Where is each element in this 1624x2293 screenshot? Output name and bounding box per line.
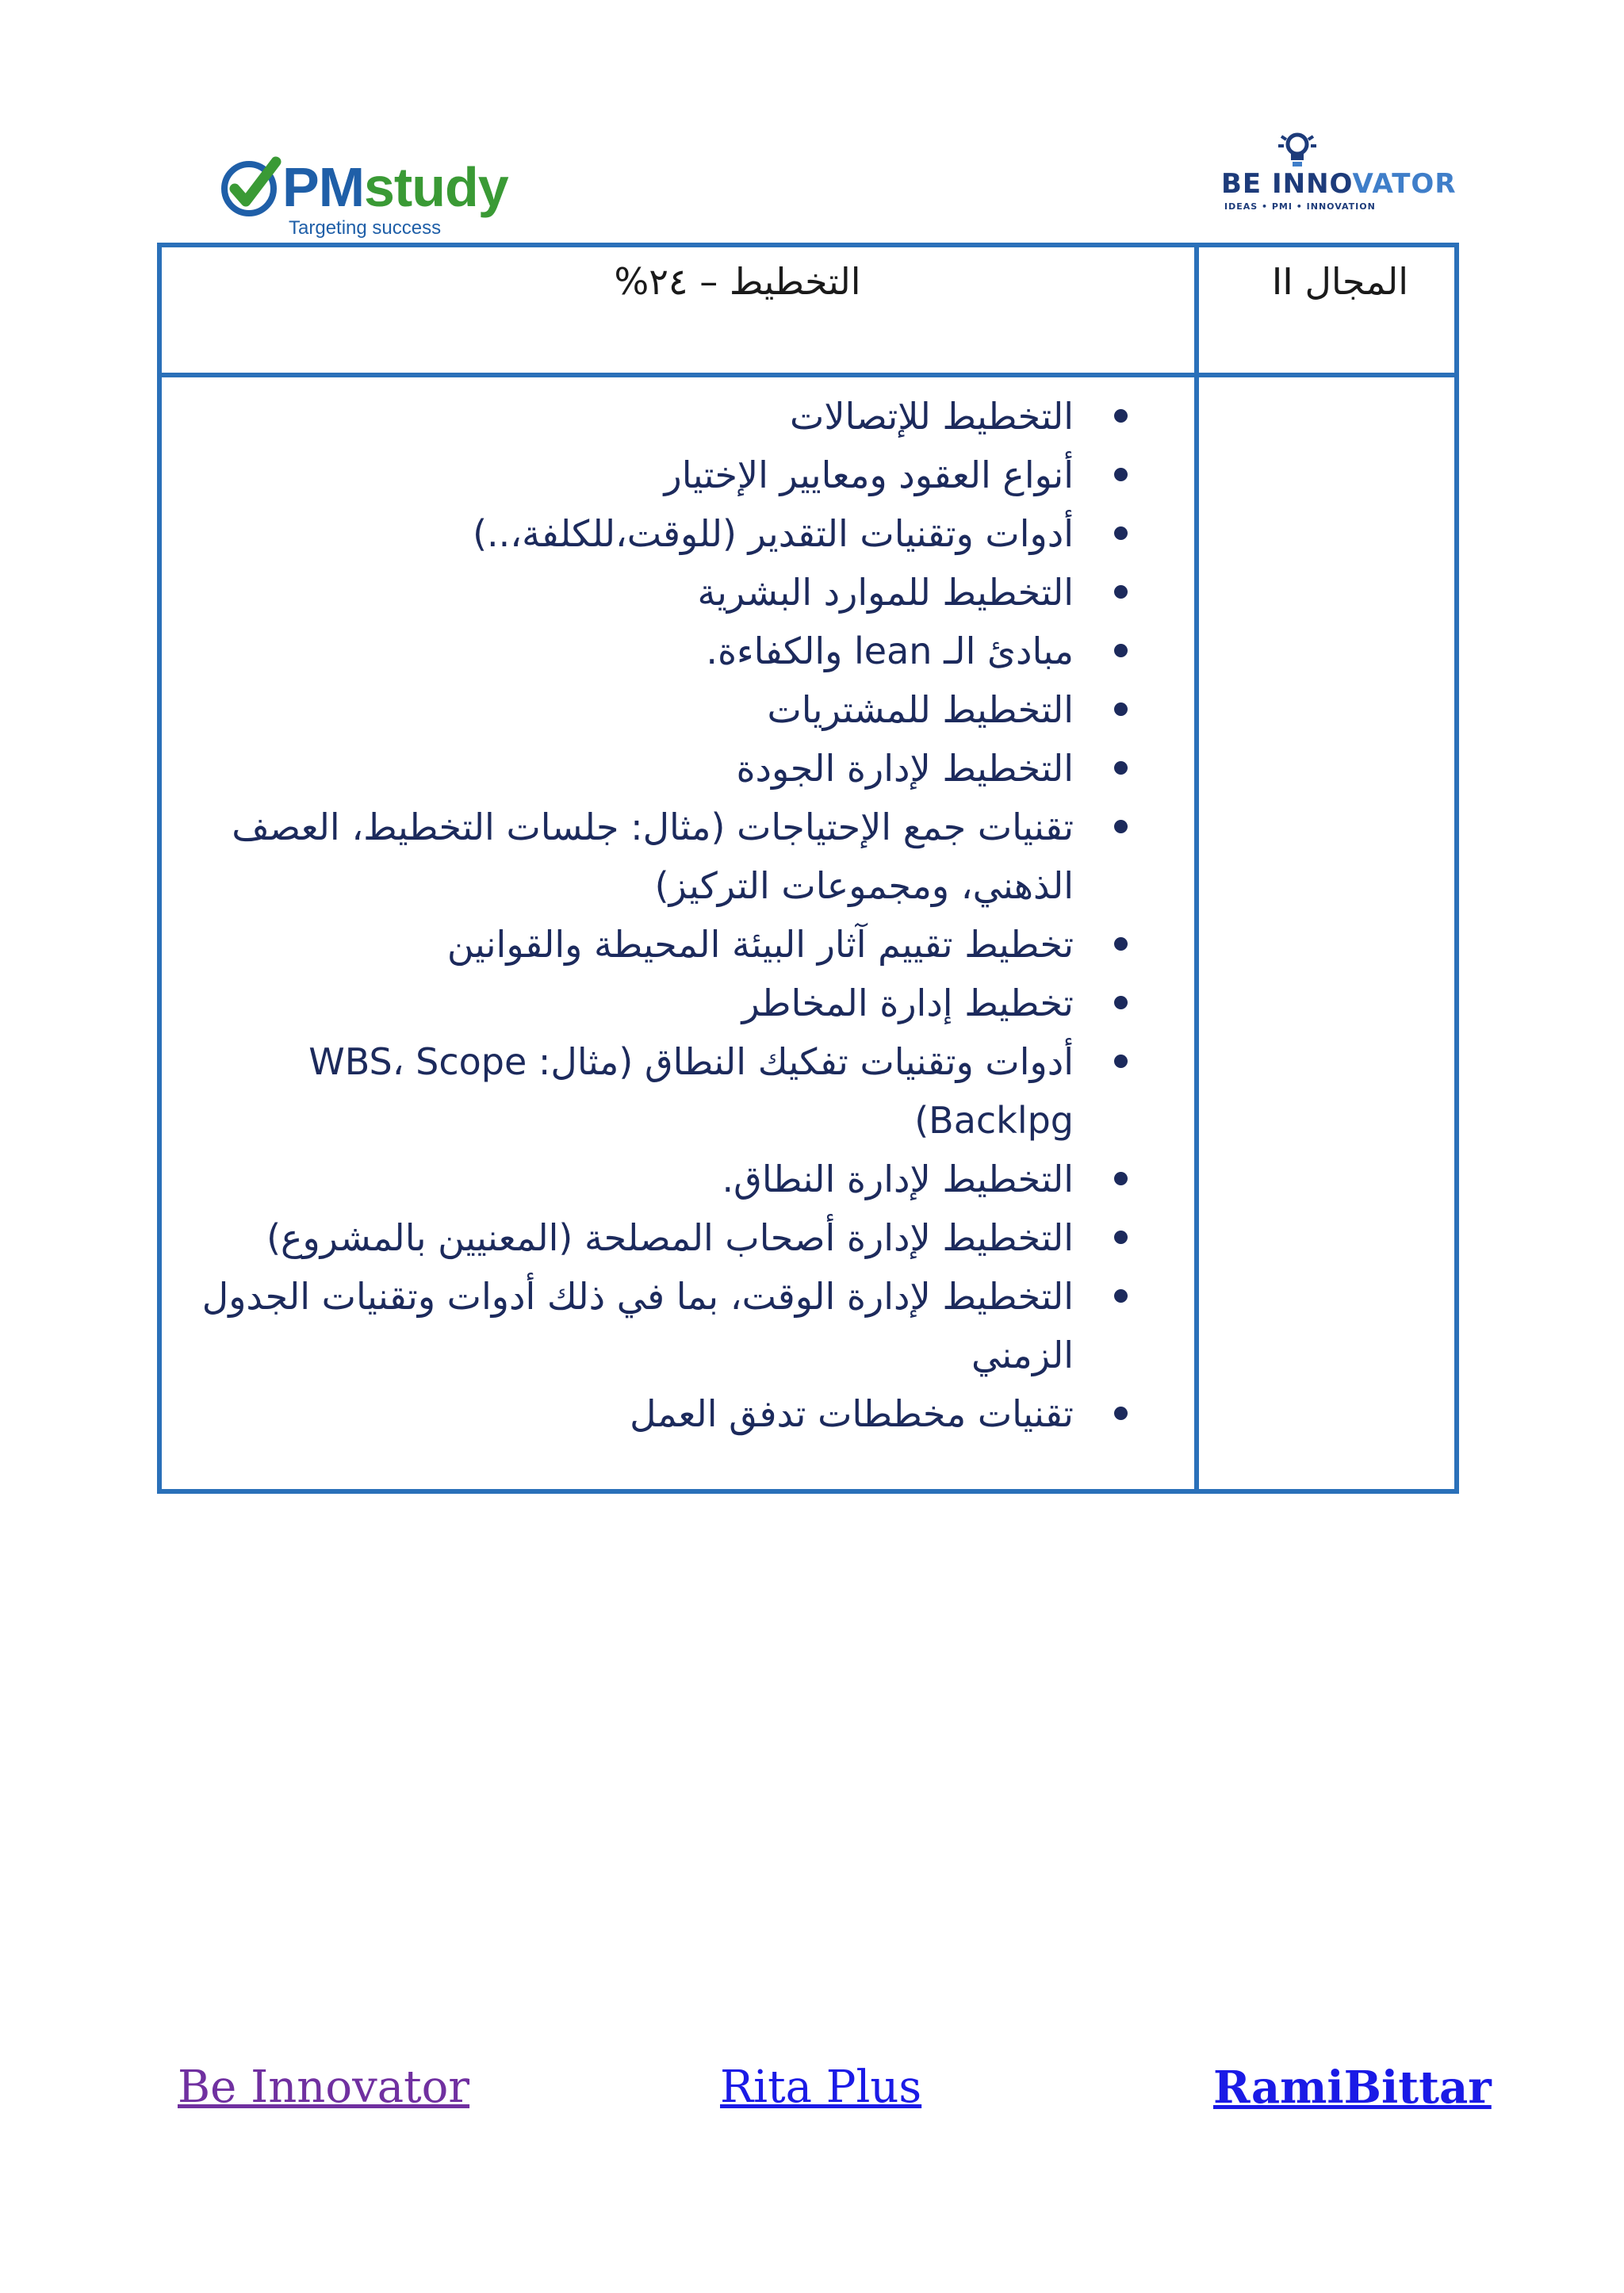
domain-title-cell <box>159 245 1197 375</box>
list-item: أدوات وتقنيات تفكيك النطاق (مثال: WBS، Scope Backlpg) <box>178 1032 1128 1150</box>
be-innovator-subtitle: IDEAS • PMI • INNOVATION <box>1224 201 1376 212</box>
list-item: التخطيط لإدارة النطاق. <box>178 1150 1128 1208</box>
footer-link-rami-bittar[interactable]: RamiBittar <box>1213 2061 1492 2114</box>
topics-list <box>162 377 1194 1443</box>
list-item: التخطيط لإدارة الوقت، بما في ذلك أدوات وتقنيات الجدول الزمني <box>178 1267 1128 1384</box>
list-item: التخطيط لإدارة الجودة <box>178 739 1128 798</box>
domain-label-cell <box>1197 245 1457 375</box>
list-item: تقنيات جمع الإحتياجات (مثال: جلسات التخطيط، العصف الذهني، ومجموعات التركيز) <box>178 798 1128 915</box>
list-item: مبادئ الـ lean والكفاءة. <box>178 622 1128 680</box>
list-item: أنواع العقود ومعايير الإختيار <box>178 446 1128 504</box>
pmstudy-logo <box>217 149 527 244</box>
domain-label: المجال II <box>1271 260 1408 303</box>
list-item: تخطيط إدارة المخاطر <box>178 974 1128 1032</box>
footer-link-rita-plus[interactable]: Rita Plus <box>720 2061 922 2113</box>
footer-link-be-innovator[interactable]: Be Innovator <box>178 2061 470 2113</box>
be-innovator-wordmark: BE INNOVATOR <box>1221 168 1457 200</box>
pmstudy-checkmark-icon <box>217 154 284 220</box>
lightbulb-icon <box>1275 132 1320 173</box>
list-item: التخطيط للمشتريات <box>178 680 1128 739</box>
list-item: تقنيات مخططات تدفق العمل <box>178 1384 1128 1443</box>
table-header-row <box>159 245 1457 375</box>
list-item: التخطيط للإتصالات <box>178 387 1128 446</box>
list-item: التخطيط لإدارة أصحاب المصلحة (المعنيين بالمشروع) <box>178 1208 1128 1267</box>
pmstudy-tagline: Targeting success <box>289 217 442 239</box>
list-item: التخطيط للموارد البشرية <box>178 563 1128 622</box>
list-item: تخطيط تقييم آثار البيئة المحيطة والقوانين <box>178 915 1128 974</box>
pmstudy-wordmark: PMstudy <box>282 156 508 218</box>
be-innovator-logo <box>1221 132 1457 219</box>
topics-cell <box>159 375 1197 1491</box>
list-item: أدوات وتقنيات التقدير (للوقت،للكلفة،..) <box>178 504 1128 563</box>
table-body-row <box>159 375 1457 1491</box>
empty-label-cell <box>1197 375 1457 1491</box>
domain-title: التخطيط – ٢٤% <box>614 260 861 303</box>
domain-table <box>157 243 1459 1494</box>
